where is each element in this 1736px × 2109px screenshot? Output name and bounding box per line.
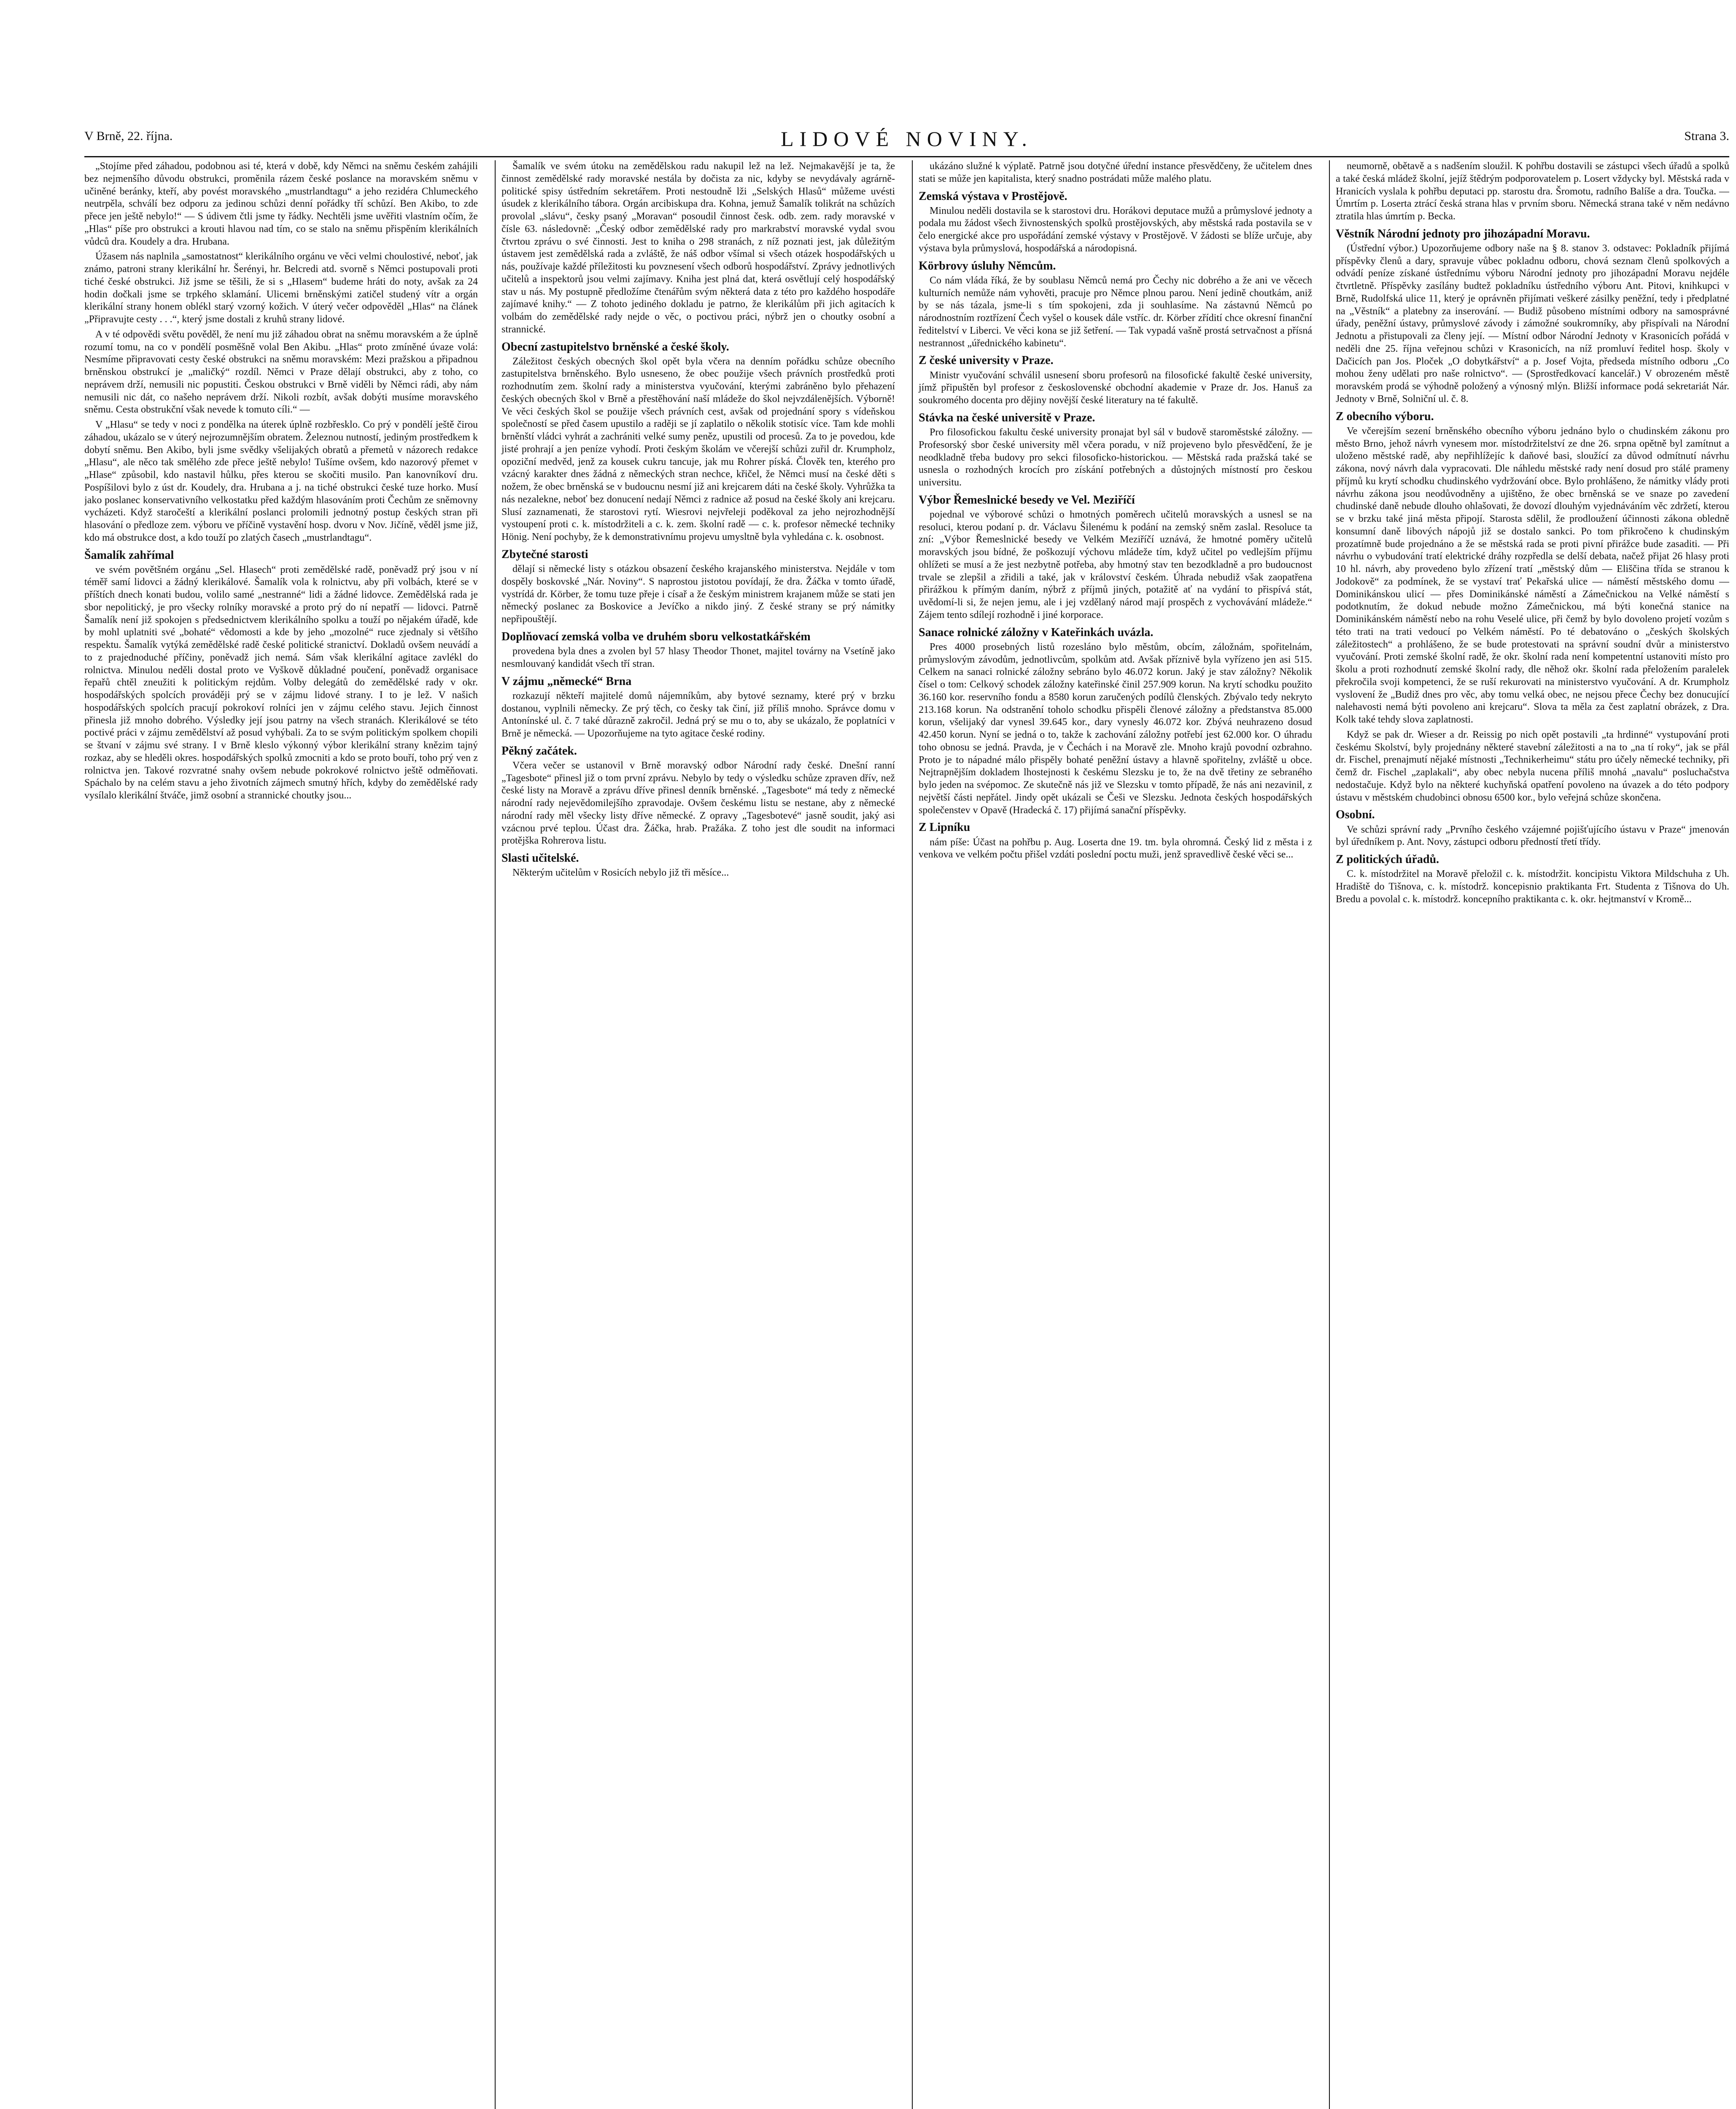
article-paragraph: neumorně, obětavě a s nadšením sloužil. K pohřbu dostavili se zástupci všech úřadů a spolků a také česká mládež školní, jejíž štědrým podporovatelem p. Losert vždycky byl. Městská rada v Hranicích vyslala k pohřbu deputaci pp. starostu dra. Šromotu, radního Balíše a dra. Toučka. — Úmrtím p. Loserta ztrácí česká strana hlas v prvním sboru. Německá strana také v něm nedávno ztratila hlas úmrtím p. Becka. — [1336, 161, 1729, 222]
article-paragraph: „Stojíme před záhadou, podobnou asi té, která v době, kdy Němci na sněmu českém zahájili bez nejmenšího důvodu obstrukci, proměnila rázem české poslance na moravském sněmu v učiněné beránky, kteří, aby povést moravského „mustrlandtagu“ a jeho rezidéra Chlumeckého neutrpěla, schválí bez odporu za jedinou schůzi denní pořádky tří schůzí. Ben Akibo, to zde přece jen ještě nebylo!“ — S údivem čtli jsme ty řádky. Nechtěli jsme uvěřiti vlastním očím, že „Hlas“ píše pro obstrukci a krouti hlavou nad tím, co se stalo na sněmu přispěním klerikálních vůdců dra. Koudely a dra. Hrubana. — [84, 161, 478, 247]
article-paragraph: Ve schůzi správní rady „Prvního českého vzájemné pojišťujícího ústavu v Praze“ jmenován byl úředníkem p. Ant. Novy, zástupci odboru předností třetí třídy. — [1336, 824, 1729, 848]
article-paragraph: (Ústřední výbor.) Upozorňujeme odbory naše na § 8. stanov 3. odstavec: Pokladník přijímá příspěvky členů a dary, spravuje vůbec pokladnu odboru, chová seznam členů spolkových a odvádí peníze získané ústřednímu výboru Národní jednoty pro jihozápadní Moravu nejdéle čtvrtletně. Příspěvky zasílány budtež pokladníku ústředního výboru Ant. Pitovi, knihkupci v Brně, Rudolfská ulice 11, který je oprávněn přijímati veškeré zásilky peněžní, tedy i předplatné na „Věstník“ a platebny za inserování. — Budiž působeno místními odbory na samosprávné úřady, peněžní ústavy, průmyslové závody i zámožné soukromníky, aby přispívali na Národní Jednotu a přistupovali za členy její. — Místní odbor Národní Jednoty v Krasonicích pořádá v neděli dne 25. října veřejnou schůzi v Krasonicích, na níž promluví ředitel hosp. školy v Dačicích pan Jos. Ploček „O dobytkářství“ a p. Josef Vojta, předseda místního odboru „Co mohou ženy udělati pro naše rolnictvo“. — (Sprostředkovací kancelář.) V obrozeném městě moravském prodá se výhodně položený a výnosný mlýn. Bližší informace podá sekretariát Nár. Jednoty v Brně, Solniční ul. č. 8. — [1336, 243, 1729, 405]
page-header — [84, 127, 1729, 160]
article-paragraph: Ve včerejším sezení brněnského obecního výboru jednáno bylo o chudinském zákonu pro město Brno, jehož návrh vynesem mor. místodržitelství ze dne 26. srpna opětně byl zamítnut a uloženo městské radě, aby nepřihlížejíc k daňové basi, sloužící za důvod odmítnutí návrhu zákona, nový návrh dala vypracovati. Dle náhledu městské rady není dosud pro stálé prameny příjmů ku krytí schodku chudinského vydržování obce. Bylo prohlášeno, že námitky vlády proti návrhu zákona jsou neodůvodněny a ujištěno, že obec brněnská se ve snaze po zavedení chudinské daně nebude dlouho ohlašovati, že dovozí dlouhým vyjednáváním věc zdržetí, kterou se v brzku také jiná města připojí. Starosta sdělil, že prodloužení účinnosti zákona obledně konsumní daně libových nápojů již se dostalo sankci. Po tom přikročeno k chudinským prozatímně bude projednáno a že se městská rada se proti pivní přirážce bude zasaditi. — Při návrhu o vybudování tratí elektrické dráhy rozpředla se delší debata, načež přijat 26 hlasy proti 10 hl. návrh, aby provedeno bylo zřízení tratí „městský dům — Eliščina třída se stranou k Jodokově“ za podmínek, že se vystaví trať Pekařská ulice — náměstí městského domu — Dominikánskou ulicí — přes Dominikánské náměstí a Zámečnickou na Velké náměstí s podotknutím, že dokud nebude možno Zámečnickou, má býti konečná stanice na Dominikánském náměstí nebo na rohu Veselé ulice, při čemž by bylo dovoleno projetí vozům s této trati na trati vedoucí po Velkém náměstí. Po té debatováno o „českých školských záležitostech“ a prohlášeno, že se bude protestovati na správní soudní dvůr a ministerstvo vyučování. Proti zemské školní radě, že okr. školní rada není kompetentní ustanoviti místo pro školu a proti rozhodnutí zemské školní rady, dle něhož okr. školní rada přeložením paralelek překročila svoji kompetenci, že se ruší rekurovati na ministerstvo vyučování. A dr. Krumpholz vyslovení že „Budiž dnes pro věc, aby tomu velká obec, ne nejsou přece Čechy bez donucující nalehavosti nemá býti povoleno ani krejcaru“. Slova ta měla za čest zaplatní obrázek, z Dra. Kolk také tehdy slova zaplatnosti. — [1336, 425, 1729, 725]
article-heading: Sanace rolnické záložny v Kateřinkách uvázla. — [919, 626, 1154, 639]
header-date: V Brně, 22. října. — [84, 129, 173, 143]
article-heading: Osobní. — [1336, 808, 1375, 822]
article-paragraph: Ministr vyučování schválil usnesení sboru profesorů na filosofické fakultě české university, jímž připuštěn byl profesor z československé obchodní akademie v Praze dr. Jos. Hanuš za soukromého docenta pro dějiny novější české literatury na té fakultě. — [919, 369, 1312, 406]
article-paragraph: Minulou neděli dostavila se k starostovi dru. Horákovi deputace mužů a průmyslové jednoty a podala mu žádost všech živnostenských spolků prostějovských, aby městská rada postavila se v čelo energické akce pro uspořádání zemské výstavy v Prostějově. V žádosti se blíže určuje, aby výstava byla průmyslová, hospodářská a národopisná. — [919, 205, 1312, 254]
article-heading: Obecní zastupitelstvo brněnské a české školy. — [501, 340, 729, 353]
article-heading: Z obecního výboru. — [1336, 410, 1434, 423]
article-heading: Pěkný začátek. — [501, 744, 577, 758]
article-paragraph: ukázáno služné k výplatě. Patrně jsou dotyčné úřední instance přesvědčeny, že učitelem dnes stati se může jen kapitalista, který snadno postrádati může malého platu. — [919, 161, 1312, 184]
article-heading: Šamalík zahřímal — [84, 548, 174, 562]
column-1 — [84, 160, 478, 2109]
article-heading: Zbytečné starosti — [501, 547, 588, 561]
article-paragraph: rozkazují někteří majitelé domů nájemníkům, aby bytové seznamy, které prý v brzku dostanou, vyplnili německy. Ze prý těch, co česky tak činí, již příliš mnoho. Správce domu v Antonínské ul. č. 7 také důrazně zakročil. Jedná prý se mu o to, aby se ukázalo, že poplatníci v Brně je německá. — Upozorňujeme na tyto agitace české rodiny. — [501, 690, 895, 739]
page-number: Strana 3. — [1684, 129, 1729, 143]
masthead-title: LIDOVÉ NOVINY. — [781, 127, 1033, 151]
column-4 — [1329, 160, 1729, 2109]
article-paragraph: Co nám vláda říká, že by soublasu Němců nemá pro Čechy nic dobrého a že ani ve věcech kulturních nemůže nám vyhověti, pracuje pro Němce plnou parou. Není jedině choutkám, aniž by se nás tázala, jsme-li s tím spokojeni, zda ji souhlasíme. Na zástavnú Němců po národnostním roztřízení Čech vyšel o kousek dále vstříc. dr. Körber zřídití chce okresní finanční ředitelství v Liberci. Ve věci kona se již šetření. — Tak vypadá vašně prostá setrvačnost a přísná nestrannost „úřednického kabinetu“. — [919, 275, 1312, 349]
column-3 — [912, 160, 1312, 2109]
article-paragraph: Některým učitelům v Rosicích nebylo již tři měsíce... — [512, 867, 729, 879]
article-paragraph: Včera večer se ustanovil v Brně moravský odbor Národní rady české. Dnešní ranní „Tagesbote“ přinesl již o tom první zprávu. Nebylo by tedy o výsledku schůze zpraven dřív, než české listy na Moravě a zprávu dříve přinesl denník brněnské. „Tagesbote“ má tedy z německé národní rady nejevědomilejšího zpravodaje. Ovšem českému listu se nestane, aby z německé národní rady měl všecky listy dříve německé. Z opravy „Tagesbotevé“ jasně soudit, jaký asi vzácnou prvé teplou. Účast dra. Žáčka, hrab. Pražáka. Z toho jest dle soudit na informaci protějška Rohrerova listu. — [501, 760, 895, 847]
article-heading: Výbor Řemeslnické besedy ve Vel. Meziříčí — [919, 493, 1135, 507]
article-heading: V zájmu „německé“ Brna — [501, 674, 632, 688]
article-paragraph: Pres 4000 prosebných listů rozesláno bylo městům, obcím, záložnám, spořitelnám, průmyslovým závodům, jednotlivcům, spolkům atd. Avšak příznivě byla vyřízeno jen asi 515. Celkem na sanaci rolnické záložny sebráno bylo 46.072 korun. Jaký je stav záložny? Několik čísel o tom: Celkový schodek záložny kateřinské činil 257.909 korun. Na krytí schodku použito 36.160 kor. reservního fondu a 8580 korun zaručených podílů členských. Zbývalo tedy nekryto 213.168 korun. Na odstranění toholo schodku přispěli členové záložny a předstanstva 85.000 korun, všelijaký dar vynesl 39.645 kor., dary vynesly 46.072 kor. Zbývá neuhrazeno dosud 42.450 korun. Nyní se jedná o to, takže k zachování záložny potřebí jest 62.000 kor. O úhradu toho obnosu se jedná. Pravda, je v Čechách i na Moravě zle. Mnoho krajů povodní ozbrahno. Proto je to nápadné málo přispěly bohaté peněžní ústavy a hlavně spořitelny, zvláště u obce. Nejtrapnějším dokladem lhostejnosti k českému Slezsku je to, že na dvě třetiny ze sebraného bylo jeden na svépomoc. Ze skutečně nás již ve Slezsku v tomto případě, že nás ani nezavinil, z největší části nepřátel. Jindy opět ukázali se Češi ve Slezsku. Jednota českých hospodářských společenstev v Opavě (Hradecká č. 17) přijímá sanační příspěvky. — [919, 641, 1312, 816]
article-heading: Z Lipníku — [919, 821, 970, 834]
newspaper-page — [84, 127, 1729, 2109]
article-heading: Stávka na české universitě v Praze. — [919, 411, 1095, 424]
article-heading: Z politických úřadů. — [1336, 853, 1439, 866]
article-heading: Věstník Národní jednoty pro jihozápadní Moravu. — [1336, 227, 1590, 240]
article-paragraph: Šamalík ve svém útoku na zemědělskou radu nakupil lež na lež. Nejmakavější je ta, že činnost zemědělské rady moravské nestála by dočista za nic, kdyby se nevydávaly agrárně-politické spisy ústředním sekretářem. Proti nestoudně lži „Selských Hlasů“ můžeme uvésti úsudek z klerikálního tábora. Orgán arcibiskupa dra. Kohna, jemuž Šamalík tolikrát na schůzích provolal „slávu“, česky psaný „Moravan“ posoudil činnost česk. odb. zem. rady moravské v čísle 63. následovně: „Český odbor zemědělské rady pro markrabství moravské vydal svou čtvrtou zprávu o své činnosti. Jest to kniha o 298 stranách, z níž poznati jest, jak důležitým ústavem jest zemědělská rada a zvláště, že náš odbor všímal si všech otázek hospodářských u nás, používaje každé příležitosti ku povznesení všech odborů hospodářství. Zprávy jednotlivých učitelů a inspektorů jsou velmi zajímavy. Kniha jest plná dat, která osvětlují celý hospodářský stav u nás. My postupně předložíme čtenářům svým některá data z této pro každého hospodáře zajímavé knihy.“ — Z tohoto jediného dokladu je patrno, že klerikálům při jich agitacích k volbám do zemědělské rady nejde o věc, o poctivou práci, nýbrž jen o choutky osobní a strannické. — [501, 161, 895, 335]
article-paragraph: V „Hlasu“ se tedy v noci z pondělka na úterek úplně rozbřesklo. Co prý v pondělí ještě čirou záhadou, ukázalo se v úterý nejrozumnějším obratem. Železnou nutností, jediným prostředkem k dobytí sněmu. Ben Akibo, byli jsme svědky všelijakých obratů a přemetů v názorech redakce „Hlasu“, ale něco tak smělého zde přece ještě nebylo! Tušíme ovšem, kdo nazorový přemet v „Hlase“ způsobil, kdo nastavil hůlku, přes kterou se skočiti musilo. Pan kanovníkoví dru. Pospíšilovi bylo z úst dr. Koudely, dra. Hrubana a j. na tiché obstrukci české tuze horko. Musí jako poslanec konservativního velkostatku před každým hlasováním proti Čechům ze sněmovny vycházeti. Když staročeští a klerikální poslanci prolomili jednotný postup českých stran při hlasování o předloze zem. výboru ve příčině vystavění hosp. dvoru v Nov. Jičíně, věděl jsme již, kdo má obstrukce dost, a kdo touží po zlatých časech „mustrlandtagu“. — [84, 419, 478, 543]
article-paragraph: ve svém povětšném orgánu „Sel. Hlasech“ proti zemědělské radě, poněvadž prý jsou v ní téměř samí lidovci a žádný klerikálové. Šamalík vola k rolnictvu, aby při volbách, které se v příštích dnech konati budou, volilo samé „nestranné“ lidi a žádné lidovce. Zemědělská rada je sbor nepolitický, je pro všecky rolníky moravské a proto prý do ní nepatří — lidovci. Patrně Šamalík není již spokojen s předsednictvem klerikálního spolku a touží po nějakém úřadě, kde by mohl uplatniti své „bohaté“ vědomosti a kde by jeho „mozolné“ ruce zjednaly si většího respektu. Šamalík vytýká zemědělské radě české politické stranictví. Dokladů ovšem neuvádí a to z prajednoduché příčiny, poněvadž jich nemá. Sám však klerikální agitace zavlékl do rolnictva. Minulou neděli dostal proto ve Vyškově důkladné poučení, poněvadž organisace řepařů chtěl zneužiti k politickým rejdům. Volby delegátů do zemědělské rady v okr. hospodářských spolcích prováději prý se v zájmu lidové strany. I to je lež. V našich hospodářských spolcích pracují pokrokoví rolníci jen v zájmu celého stavu. Jejich činnost přinesla již mnoho dobrého. Výsledky její jsou patrny na všech stranách. Klerikálové se této poctivé práci v zájmu zemědělství až posud vyhýbali. Za to se svým politickým spolkem chopili se štvaní v zájmu své strany. I v Brně kleslo výkonný výbor klerikální strany knězim tajný rozkaz, aby se hleděli okres. hospodářských spolků zmocniti a kdo se proto bouří, toho prý ven z rolnictva jen. Takové rozvratné snahy ovšem nebude pokrokové rolnictvo ještě odměňovati. Spáchalo by na celém stavu a jeho životních zájmech smutný hřích, kdyby do zemědělské rady vysílalo klerikální štváče, jimž osobní a strannické choutky jsou... — [84, 564, 478, 801]
article-paragraph: C. k. místodržitel na Moravě přeložil c. k. místodržit. koncipistu Viktora Mildschuha z Uh. Hradiště do Tišnova, c. k. místodrž. koncepisnio praktikanta Frt. Studenta z Tišnova do Uh. Bredu a povolal c. k. místodrž. koncepního praktikanta c. k. okr. hejtmanství v Kromě... — [1336, 868, 1729, 905]
article-heading: Zemská výstava v Prostějově. — [919, 189, 1067, 203]
article-paragraph: pojednal ve výborové schůzi o hmotných poměrech učitelů moravských a usnesl se na resoluci, kterou podaní p. dr. Václavu Šilenému k podání na zemský sněm zaslal. Resoluce ta zní: „Výbor Řemeslnické besedy ve Velkém Meziříčí uznává, že hmotné poměry učitelů moravských jsou bídné, že poškozují výchovu mládeže tím, když učitel po vedlejším příjmu ohlížeti se musí a že jest nezbytně potřeba, aby hmotný stav ten bezodkladně a pro budoucnost trvale se zlepšil a zřidili a také, jak v království českém. Úhrada nebudiž však zaopatřena přirážkou k přímým daním, nýbrž z příjmů jiných, potažitě ať na vydání to přispívá stát, uvědomí-li si, že nejen jemu, ale i jej vzdělaný národ mají prospěch z vychovávání mládeže.“ Zájem tento sdílejí rozhodně i jiné korporace. — [919, 509, 1312, 620]
article-paragraph: Úžasem nás naplnila „samostatnost“ klerikálního orgánu ve věci velmi choulostivé, neboť, jak známo, patroni strany klerikální hr. Šerényi, hr. Belcredi atd. svorně s Němci postupovali proti tiché české obstrukci. Již jsme se těšili, že si s „Hlasem“ budeme hráti do noty, avšak za 24 hodin dočkali jsme se trpkého sklamání. Ulicemi brněnskými zatičel studený vítr a orgán klerikální strany honem oblékl starý vzorný kožich. V úterý večer odpověděl „Hlas“ na článek „Připravujte cesty . . .“, který jsme dostali z kruhů strany lidové. — [84, 251, 478, 325]
article-paragraph: provedena byla dnes a zvolen byl 57 hlasy Theodor Thonet, majitel továrny na Vsetíně jako nesmlouvaný kandidát všech tří stran. — [501, 646, 895, 669]
header-rule — [84, 156, 1729, 157]
article-heading: Slasti učitelské. — [501, 852, 579, 865]
article-paragraph: Záležitost českých obecných škol opět byla včera na denním pořádku schůze obecního zastupitelstva brněnského. Bylo usneseno, že obec použije všech právních prostředků proti rozhodnutím zem. školní rady a ministerstva vyučování, kterými zabráněno bylo přehazení českých obecných škol v Brně a přestěhování naší mládeže do škol nejvzdálenějších. Výborně! Ve věci českých škol se použije všech právních cest, avšak od projednání spory s vídeňskou společností se před časem upustilo a raději se jí zaplatilo o několik stotisíc více. Tam kde mohli brněnští vládci vyhrát a zachrániti velké sumy peněz, upustili od procesů. Za to je povedou, kde jisté prohrají a jen peníze vyhodí. Proti českým školám ve včerejší schůzi zuřil dr. Krumpholz, opoziční medvěd, jenž za kousek cukru tancuje, jak mu Rohrer píská. Člověk ten, kterého pro vzácný karakter dnes žádná z německých stran nechce, křičel, že Němci musí na české děti s nožem, že obec brněnská se v budoucnu nesmí již ani krejcarem dáti na české školy. Vyhrůžka ta nás nezalekne, neboť bez donucení nedají Němci z radnice až posud na české školy ani krejcaru. Slusí zaznamenati, že starostovi rytí. Wiesrovi nejvřeleji poděkoval za jeho nejrozhodnější vystoupení proti c. k. místodržiteli a c. k. zem. školní radě — c. k. profesor německé techniky Hönig. Není pochyby, že k demonstrativnímu projevu umysltně byla vyhledána c. k. osobnost. — [501, 356, 895, 543]
article-heading: Z české university v Praze. — [919, 354, 1054, 367]
article-paragraph: Pro filosofickou fakultu české university pronajat byl sál v budově staroměstské záložny. — Profesorský sbor české university měl včera poradu, v níž projeveno bylo přesvědčení, že je neodkladně třeba budovy pro sekci filosoficko-historickou. — Městská rada pražská také se usnesla o rozhodných krocích pro získání potřebných a důstojných místností pro českou universitu. — [919, 427, 1312, 488]
article-heading: Körbrovy úsluhy Němcům. — [919, 259, 1056, 272]
article-paragraph: nám píše: Účast na pohřbu p. Aug. Loserta dne 19. tm. byla ohromná. Český lid z města i z venkova ve velkém počtu přišel vzdáti poslední poctu muži, jenž spravedlivě české věci se... — [919, 836, 1312, 860]
column-2 — [495, 160, 895, 2109]
article-heading: Doplňovací zemská volba ve druhém sboru velkostatkářském — [501, 630, 811, 643]
columns — [84, 160, 1729, 2109]
article-paragraph: Když se pak dr. Wieser a dr. Reissig po nich opět postavili „ta hrdinné“ vystupování proti českému Skolství, byly projednány některé stavební záležitosti a na to „na tí roky“, jak se přál dr. Fischel, prenajmutí nějaké místnosti „Technikerheimu“ státu pro účely německé techniky, při čemž dr. Fischel „zaplakali“, aby obec nebyla nucena příliš mnohá „navalu“ posluchačstva nedostačuje. Když bylo na některé kuchyňská opatření povoleno na úvazek a do této podpory ústavu v městském chudobinci obnosu 6500 kor., bylo veřejná schůze skončena. — [1336, 729, 1729, 803]
article-paragraph: A v té odpovědi světu pověděl, že není mu již záhadou obrat na sněmu moravském a že úplně rozumí tomu, na co v pondělí posměšně volal Ben Akibu. „Hlas“ proto zmíněné úvaze volá: Nesmíme připravovati cesty české obstrukci na sněmu moravském: Mezi pražskou a připadnou brněnskou obstrukcí je „maličký“ rozdíl. Němci v Praze dělají obstrukci, aby z toho, co neprávem drží, nemusili nic popustiti. Českou obstrukci v Brně viděli by Němci rádi, aby nám nemusili nic dát, co našeho neprávem drží. Nikoli rozbít, avšak dobýti musíme moravského sněmu. Cesta obstrukční však nevede k tomuto cíli.“ — — [84, 329, 478, 415]
article-paragraph: dělají si německé listy s otázkou obsazení českého krajanského ministerstva. Nejdále v tom dospěly boskovské „Nár. Noviny“. S naprostou jistotou povídají, že dra. Žáčka v tomto úřadě, vystrídá dr. Körber, že tomu tuze přeje i císař a že českým ministrem krajanem může se stati jen německý poslanec za Boskovice a Jevíčko a nikdo jiný. Z české strany se prý námitky nepřipouštějí. — [501, 564, 895, 625]
